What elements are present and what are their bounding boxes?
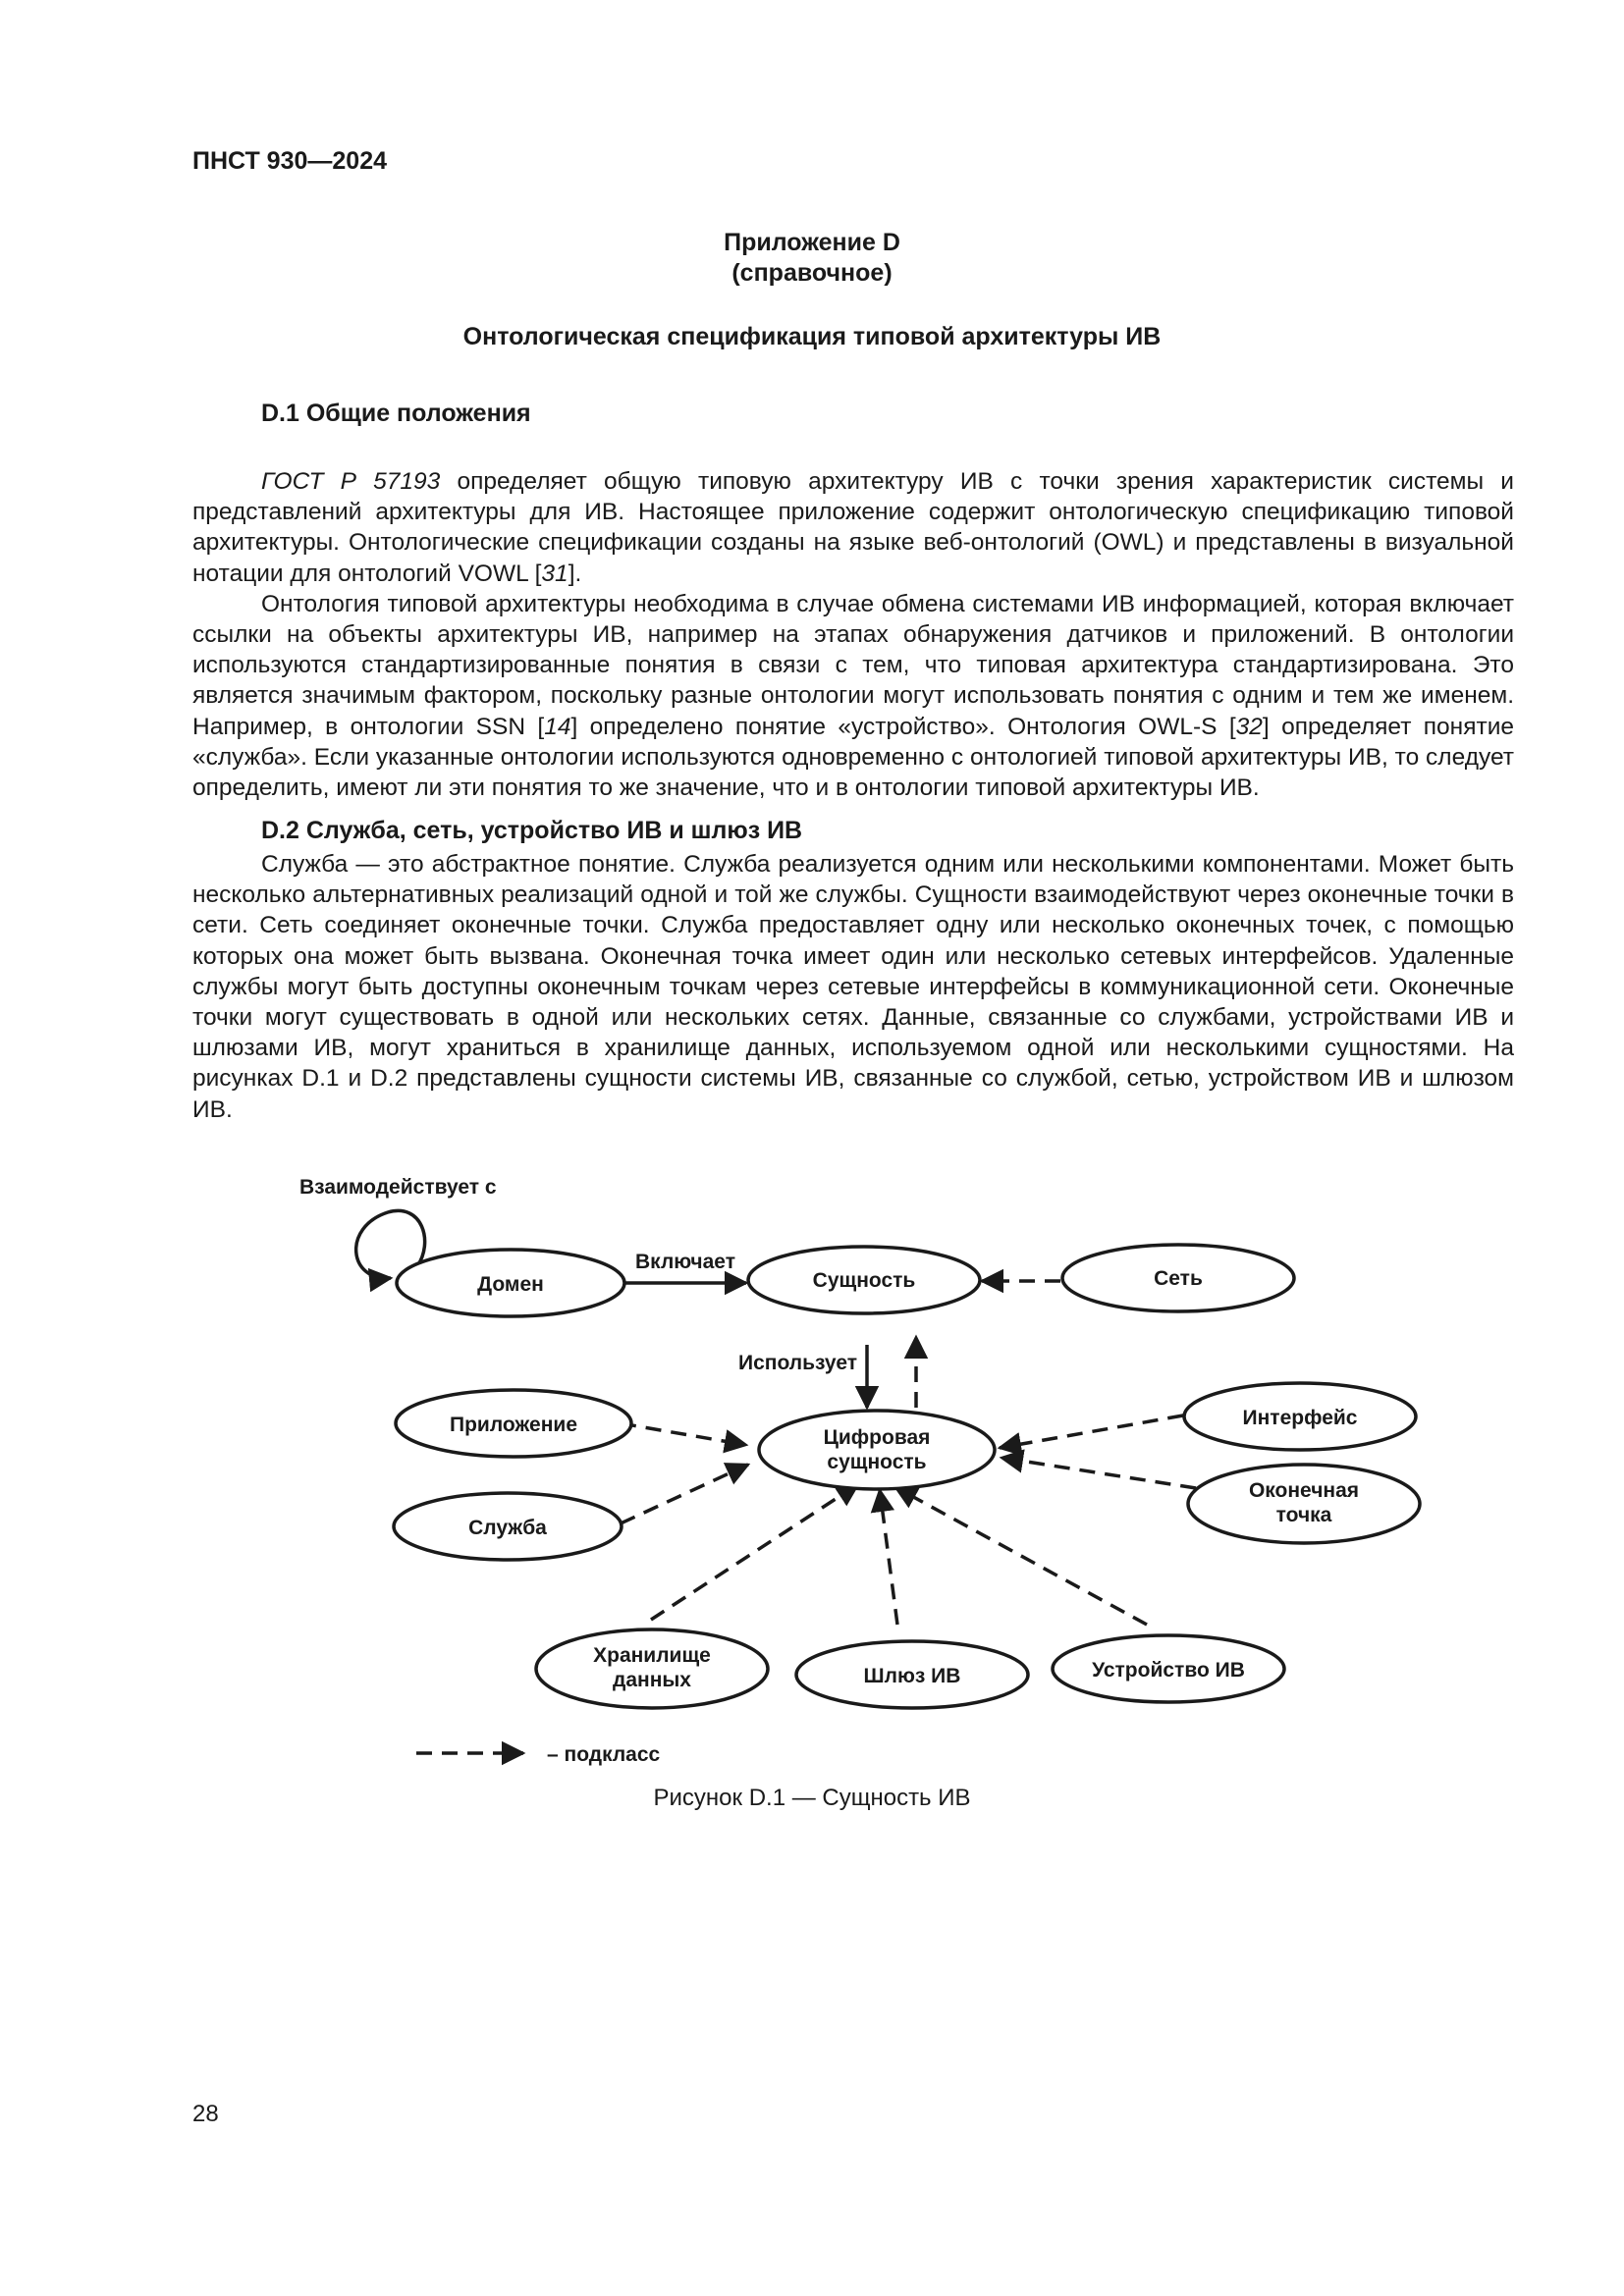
svg-text:Домен: Домен [477, 1273, 544, 1296]
interface-subclass-arrow [1000, 1415, 1183, 1448]
paragraph: Онтология типовой архитектуры необходима в случае обмена системами ИВ информацией, которая включает ссылки на объекты архитектуры ИВ, например на этапах обнаружения датчиков и приложений. В онтологии используются стандартизированные понятия в связи с тем, что типовая архитектура стандартизирована. Это является значимым фактором, поскольку разные онтологии могут использовать понятия с одним и тем же именем. Например, в онтологии SSN [14] определено понятие «устройство». Онтология OWL-S [32] определяет понятие «служба». Если указанные онтологии используются одновременно с онтологией типовой архитектуры ИВ, то следует определить, имеют ли эти понятия то же значение, что и в онтологии типовой архитектуры ИВ. [192, 590, 1515, 802]
svg-text:точка: точка [1275, 1504, 1332, 1526]
svg-text:Шлюз ИВ: Шлюз ИВ [863, 1665, 961, 1687]
legend-label: – подкласс [547, 1743, 661, 1766]
data-storage-node [536, 1629, 768, 1708]
digital-entity-node [759, 1411, 995, 1489]
section-2-body [192, 849, 1514, 1125]
paragraph: ГОСТ Р 57193 определяет общую типовую архитектуру ИВ с точки зрения характеристик системы и представлений архитектуры для ИВ. Настоящее приложение содержит онтологическую спецификацию типовой архитектуры. Онтологические спецификации созданы на языке веб-онтологий (OWL) и представлены в визуальной нотации для онтологий VOWL [31]. [192, 468, 1514, 587]
figure-caption: Рисунок D.1 — Сущность ИВ [653, 1785, 971, 1811]
storage-subclass-arrow [651, 1484, 858, 1620]
application-subclass-arrow [621, 1423, 746, 1445]
section-2-heading: D.2 Служба, сеть, устройство ИВ и шлюз ИВ [261, 817, 803, 844]
gateway-node [796, 1641, 1028, 1708]
endpoint-subclass-arrow [1001, 1458, 1196, 1488]
interface-node [1184, 1383, 1416, 1450]
svg-text:Оконечная: Оконечная [1248, 1479, 1360, 1502]
citation: 32 [1235, 713, 1263, 740]
network-node [1062, 1245, 1294, 1311]
service-subclass-arrow [621, 1465, 748, 1523]
uses-label: Использует [738, 1352, 858, 1374]
citation: 14 [544, 713, 571, 740]
section-1-body [192, 466, 1514, 803]
service-node [394, 1493, 622, 1560]
includes-label: Включает [635, 1251, 735, 1273]
svg-text:сущность: сущность [827, 1451, 927, 1473]
annex-type: (справочное) [731, 259, 893, 287]
svg-text:Сеть: Сеть [1154, 1267, 1203, 1290]
svg-text:Устройство ИВ: Устройство ИВ [1092, 1659, 1245, 1682]
endpoint-node [1188, 1465, 1420, 1543]
entity-diagram [0, 1139, 1624, 1787]
paragraph: Служба — это абстрактное понятие. Служба реализуется одним или несколькими компонентами. Может быть несколько альтернативных реализаций одной и той же службы. Сущности взаимодействуют через оконечные точки в сети. Сеть соединяет оконечные точки. Служба предоставляет одну или несколько оконечных точек, с помощью которых она может быть вызвана. Оконечная точка имеет один или несколько сетевых интерфейсов. Удаленные службы могут быть доступны оконечным точкам через сетевые интерфейсы в коммуникационной сети. Оконечные точки могут существовать в одной или нескольких сетях. Данные, связанные со службами, устройствами ИВ и шлюзами ИВ, могут храниться в хранилище данных, используемом одной или несколькими сущностями. На рисунках D.1 и D.2 представлены сущности системы ИВ, связанные со службой, сетью, устройством ИВ и шлюзом ИВ. [192, 851, 1514, 1123]
application-node [396, 1390, 631, 1457]
annex-subtitle: Онтологическая спецификация типовой архитектуры ИВ [462, 323, 1162, 350]
citation: 31 [541, 560, 568, 587]
device-node [1053, 1635, 1284, 1702]
document-id: ПНСТ 930—2024 [192, 147, 387, 175]
svg-text:Хранилище: Хранилище [593, 1644, 711, 1667]
standard-reference: ГОСТ Р 57193 [261, 468, 441, 495]
svg-text:Сущность: Сущность [812, 1269, 916, 1292]
entity-node [748, 1247, 980, 1313]
svg-text:Цифровая: Цифровая [823, 1426, 931, 1449]
svg-text:Служба: Служба [468, 1517, 547, 1539]
domain-node [397, 1250, 624, 1316]
section-1-heading: D.1 Общие положения [261, 400, 531, 427]
page-number: 28 [192, 2101, 219, 2127]
svg-text:данных: данных [613, 1669, 691, 1691]
gateway-subclass-arrow [880, 1490, 897, 1625]
annex-title: Приложение D [724, 229, 900, 256]
interacts-label: Взаимодействует с [299, 1176, 497, 1199]
svg-text:Приложение: Приложение [449, 1414, 578, 1436]
device-subclass-arrow [895, 1487, 1147, 1625]
svg-text:Интерфейс: Интерфейс [1242, 1407, 1358, 1429]
